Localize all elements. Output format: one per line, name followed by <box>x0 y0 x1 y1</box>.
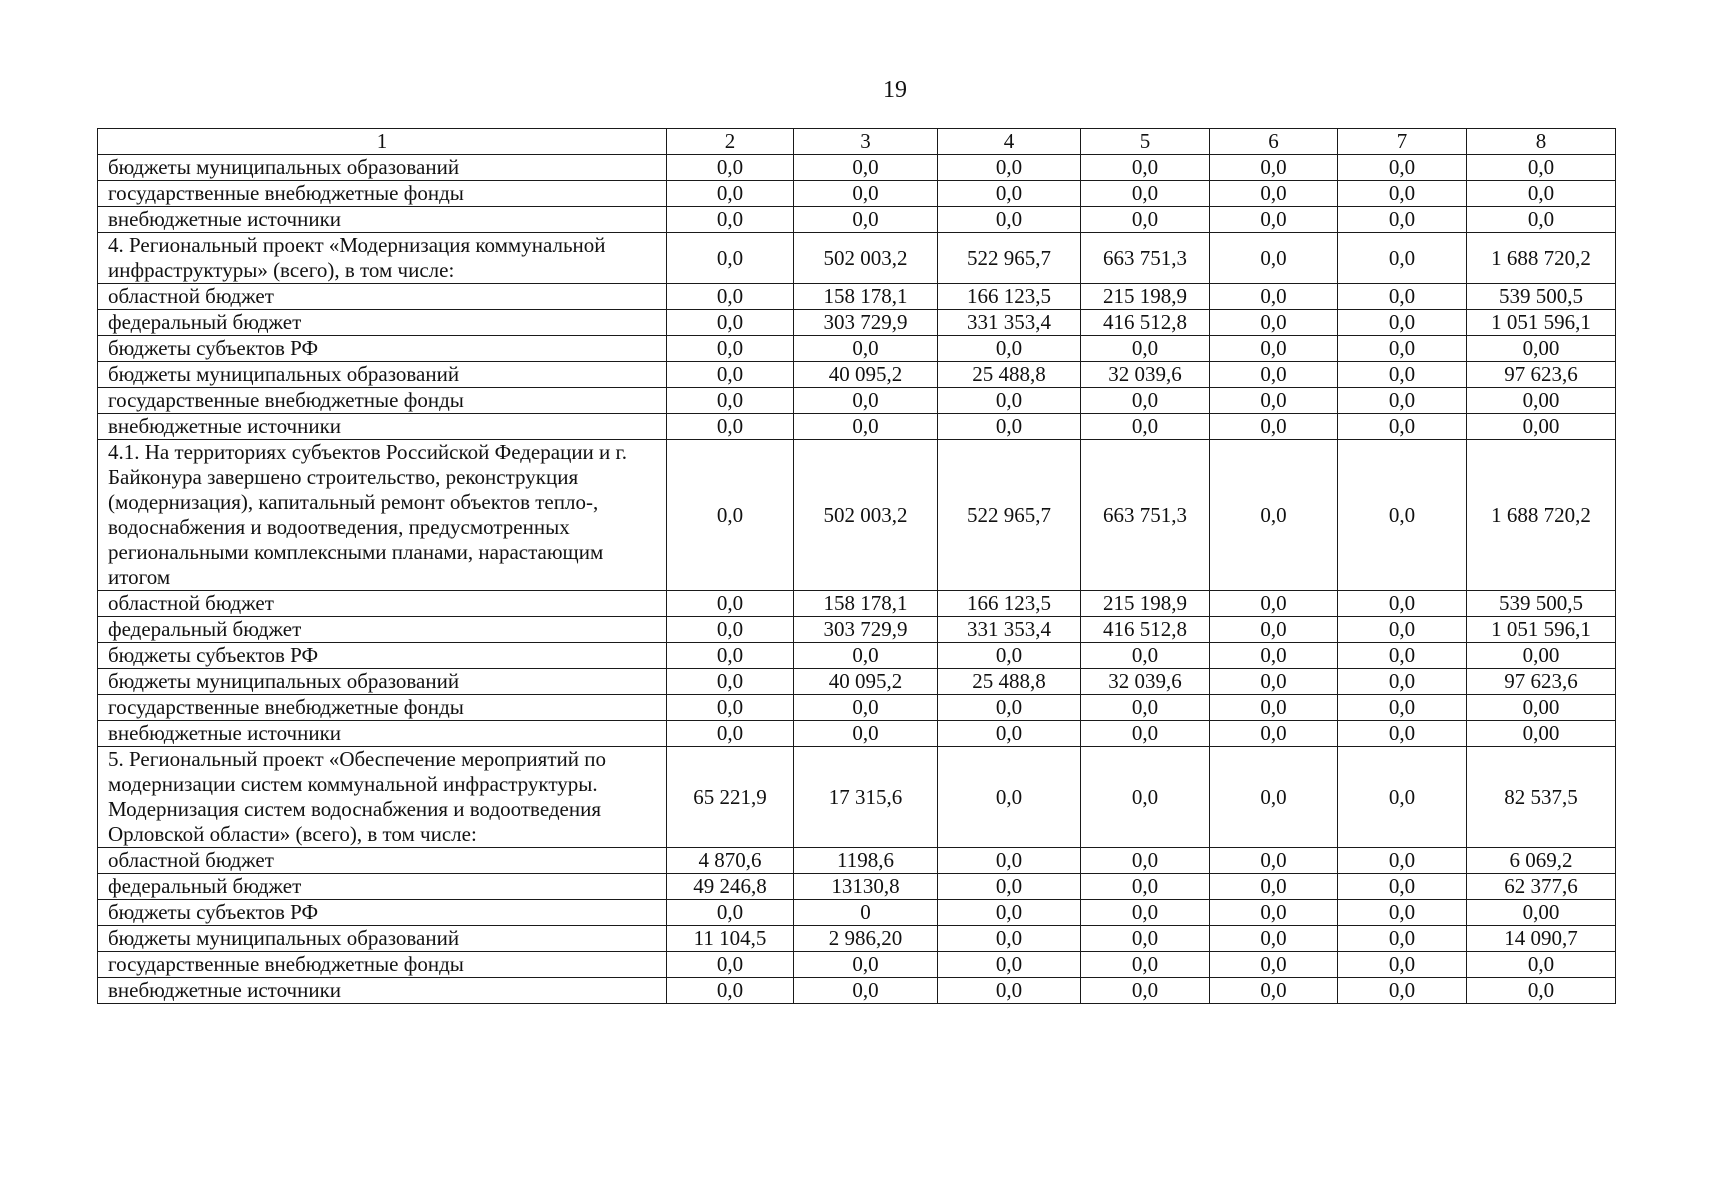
value-cell: 32 039,6 <box>1081 362 1210 388</box>
value-cell: 0,0 <box>794 978 938 1004</box>
row-label: бюджеты субъектов РФ <box>98 643 667 669</box>
value-cell: 0,0 <box>667 440 794 591</box>
value-cell: 1 051 596,1 <box>1467 617 1616 643</box>
value-cell: 215 198,9 <box>1081 284 1210 310</box>
row-label: бюджеты субъектов РФ <box>98 336 667 362</box>
value-cell: 0,0 <box>938 874 1081 900</box>
row-label: областной бюджет <box>98 591 667 617</box>
value-cell: 1 688 720,2 <box>1467 440 1616 591</box>
value-cell: 0,0 <box>1338 874 1467 900</box>
table-row <box>98 181 1616 207</box>
value-cell: 40 095,2 <box>794 669 938 695</box>
table-row <box>98 284 1616 310</box>
value-cell: 0,0 <box>1210 591 1338 617</box>
value-cell: 303 729,9 <box>794 617 938 643</box>
value-cell: 0,0 <box>1210 926 1338 952</box>
value-cell: 6 069,2 <box>1467 848 1616 874</box>
row-label: федеральный бюджет <box>98 617 667 643</box>
value-cell: 0,0 <box>938 414 1081 440</box>
value-cell: 0,0 <box>667 617 794 643</box>
value-cell: 0,0 <box>1338 414 1467 440</box>
value-cell: 0,0 <box>1338 284 1467 310</box>
value-cell: 0,0 <box>1081 336 1210 362</box>
value-cell: 166 123,5 <box>938 284 1081 310</box>
value-cell: 0,0 <box>667 207 794 233</box>
value-cell: 0,0 <box>1338 952 1467 978</box>
value-cell: 0,0 <box>938 643 1081 669</box>
value-cell: 0,0 <box>1081 848 1210 874</box>
value-cell: 0,00 <box>1467 721 1616 747</box>
value-cell: 0,0 <box>1081 874 1210 900</box>
value-cell: 663 751,3 <box>1081 233 1210 284</box>
value-cell: 0,00 <box>1467 388 1616 414</box>
value-cell: 0,0 <box>667 721 794 747</box>
value-cell: 62 377,6 <box>1467 874 1616 900</box>
value-cell: 0,0 <box>1338 388 1467 414</box>
value-cell: 502 003,2 <box>794 233 938 284</box>
value-cell: 1 688 720,2 <box>1467 233 1616 284</box>
value-cell: 663 751,3 <box>1081 440 1210 591</box>
row-label: внебюджетные источники <box>98 414 667 440</box>
table-row <box>98 952 1616 978</box>
value-cell: 0,0 <box>667 388 794 414</box>
value-cell: 1 051 596,1 <box>1467 310 1616 336</box>
value-cell: 0,0 <box>1210 207 1338 233</box>
value-cell: 0,0 <box>1338 643 1467 669</box>
table-row <box>98 848 1616 874</box>
column-number-header: 6 <box>1210 129 1338 155</box>
value-cell: 0,0 <box>1467 952 1616 978</box>
value-cell: 0,0 <box>667 978 794 1004</box>
column-number-header: 7 <box>1338 129 1467 155</box>
table-row <box>98 388 1616 414</box>
table-row <box>98 336 1616 362</box>
value-cell: 0,0 <box>667 336 794 362</box>
value-cell: 0,0 <box>794 388 938 414</box>
value-cell: 0,0 <box>667 695 794 721</box>
value-cell: 65 221,9 <box>667 747 794 848</box>
value-cell: 0,0 <box>1210 669 1338 695</box>
value-cell: 0,00 <box>1467 336 1616 362</box>
value-cell: 2 986,20 <box>794 926 938 952</box>
value-cell: 0,0 <box>1338 155 1467 181</box>
value-cell: 0,0 <box>1338 747 1467 848</box>
column-number-header: 8 <box>1467 129 1616 155</box>
table-row <box>98 900 1616 926</box>
value-cell: 0,0 <box>1210 440 1338 591</box>
row-label: бюджеты муниципальных образований <box>98 926 667 952</box>
value-cell: 0,0 <box>938 695 1081 721</box>
value-cell: 0,0 <box>1210 284 1338 310</box>
table-row <box>98 617 1616 643</box>
value-cell: 0,0 <box>1081 952 1210 978</box>
value-cell: 0,0 <box>1210 848 1338 874</box>
value-cell: 0,0 <box>1081 747 1210 848</box>
value-cell: 0,0 <box>1081 414 1210 440</box>
table-row <box>98 695 1616 721</box>
table-row <box>98 669 1616 695</box>
value-cell: 0,0 <box>794 414 938 440</box>
table-row <box>98 591 1616 617</box>
value-cell: 0,0 <box>1210 643 1338 669</box>
value-cell: 0,0 <box>1338 926 1467 952</box>
row-label: бюджеты муниципальных образований <box>98 362 667 388</box>
value-cell: 0,0 <box>1338 669 1467 695</box>
budget-table <box>97 128 1616 1004</box>
value-cell: 0,0 <box>1210 155 1338 181</box>
value-cell: 0,0 <box>1338 336 1467 362</box>
value-cell: 0,00 <box>1467 414 1616 440</box>
value-cell: 0,0 <box>938 900 1081 926</box>
column-number-header: 4 <box>938 129 1081 155</box>
value-cell: 0,0 <box>1467 155 1616 181</box>
table-row <box>98 643 1616 669</box>
value-cell: 0,0 <box>1338 591 1467 617</box>
page-number: 19 <box>883 77 907 103</box>
row-label: федеральный бюджет <box>98 874 667 900</box>
value-cell: 539 500,5 <box>1467 284 1616 310</box>
value-cell: 0,0 <box>938 336 1081 362</box>
column-number-header: 3 <box>794 129 938 155</box>
value-cell: 0,0 <box>1081 721 1210 747</box>
value-cell: 0,0 <box>794 336 938 362</box>
row-label: внебюджетные источники <box>98 207 667 233</box>
value-cell: 0,0 <box>1338 233 1467 284</box>
value-cell: 0,0 <box>1081 155 1210 181</box>
value-cell: 0,0 <box>667 233 794 284</box>
row-label: областной бюджет <box>98 284 667 310</box>
value-cell: 0,00 <box>1467 695 1616 721</box>
value-cell: 0,0 <box>667 310 794 336</box>
table-row <box>98 362 1616 388</box>
table-body <box>98 155 1616 1004</box>
value-cell: 0,0 <box>1210 721 1338 747</box>
value-cell: 82 537,5 <box>1467 747 1616 848</box>
row-label: государственные внебюджетные фонды <box>98 695 667 721</box>
column-number-header: 2 <box>667 129 794 155</box>
value-cell: 0,0 <box>1338 848 1467 874</box>
value-cell: 215 198,9 <box>1081 591 1210 617</box>
value-cell: 0,0 <box>938 952 1081 978</box>
value-cell: 0,0 <box>1467 207 1616 233</box>
value-cell: 0,0 <box>794 952 938 978</box>
value-cell: 25 488,8 <box>938 362 1081 388</box>
value-cell: 14 090,7 <box>1467 926 1616 952</box>
value-cell: 0,00 <box>1467 900 1616 926</box>
value-cell: 11 104,5 <box>667 926 794 952</box>
value-cell: 522 965,7 <box>938 440 1081 591</box>
value-cell: 0,0 <box>667 643 794 669</box>
value-cell: 1198,6 <box>794 848 938 874</box>
value-cell: 0,0 <box>1338 310 1467 336</box>
row-label: внебюджетные источники <box>98 721 667 747</box>
value-cell: 0,0 <box>1210 414 1338 440</box>
value-cell: 4 870,6 <box>667 848 794 874</box>
value-cell: 0,0 <box>1081 388 1210 414</box>
value-cell: 0,0 <box>938 181 1081 207</box>
value-cell: 0,0 <box>667 284 794 310</box>
value-cell: 0,0 <box>1210 233 1338 284</box>
value-cell: 0,0 <box>938 848 1081 874</box>
value-cell: 0,0 <box>1338 362 1467 388</box>
row-label: 5. Региональный проект «Обеспечение мероприятий по модернизации систем коммунальной инфраструктуры. Модернизация систем водоснабжения и водоотведения Орловской области» (всего), в том числе: <box>98 747 667 848</box>
value-cell: 25 488,8 <box>938 669 1081 695</box>
value-cell: 0,0 <box>938 388 1081 414</box>
value-cell: 0,0 <box>1210 978 1338 1004</box>
value-cell: 0,0 <box>938 155 1081 181</box>
value-cell: 0,0 <box>1210 952 1338 978</box>
value-cell: 0,0 <box>1467 978 1616 1004</box>
table-row <box>98 721 1616 747</box>
value-cell: 0,0 <box>794 155 938 181</box>
value-cell: 0,0 <box>1210 310 1338 336</box>
row-label: бюджеты субъектов РФ <box>98 900 667 926</box>
value-cell: 17 315,6 <box>794 747 938 848</box>
value-cell: 0,0 <box>1338 978 1467 1004</box>
value-cell: 158 178,1 <box>794 284 938 310</box>
value-cell: 0,0 <box>1210 362 1338 388</box>
value-cell: 0,0 <box>938 207 1081 233</box>
value-cell: 0,0 <box>1210 874 1338 900</box>
value-cell: 0,0 <box>1210 388 1338 414</box>
row-label: 4. Региональный проект «Модернизация коммунальной инфраструктуры» (всего), в том числе: <box>98 233 667 284</box>
value-cell: 0,0 <box>938 978 1081 1004</box>
value-cell: 0,0 <box>1338 721 1467 747</box>
value-cell: 303 729,9 <box>794 310 938 336</box>
value-cell: 0,0 <box>794 181 938 207</box>
value-cell: 0,0 <box>794 721 938 747</box>
value-cell: 166 123,5 <box>938 591 1081 617</box>
value-cell: 0,0 <box>667 414 794 440</box>
value-cell: 0,0 <box>1210 900 1338 926</box>
value-cell: 0,0 <box>1081 900 1210 926</box>
value-cell: 97 623,6 <box>1467 669 1616 695</box>
value-cell: 0,0 <box>1210 695 1338 721</box>
value-cell: 49 246,8 <box>667 874 794 900</box>
value-cell: 0,0 <box>667 362 794 388</box>
value-cell: 0,00 <box>1467 643 1616 669</box>
value-cell: 0,0 <box>667 591 794 617</box>
row-label: государственные внебюджетные фонды <box>98 388 667 414</box>
table-row <box>98 926 1616 952</box>
value-cell: 0,0 <box>667 900 794 926</box>
row-label: государственные внебюджетные фонды <box>98 181 667 207</box>
table-row <box>98 440 1616 591</box>
value-cell: 0,0 <box>938 721 1081 747</box>
value-cell: 0,0 <box>1338 695 1467 721</box>
value-cell: 158 178,1 <box>794 591 938 617</box>
value-cell: 0,0 <box>1081 207 1210 233</box>
row-label: бюджеты муниципальных образований <box>98 669 667 695</box>
value-cell: 32 039,6 <box>1081 669 1210 695</box>
table-row <box>98 207 1616 233</box>
value-cell: 40 095,2 <box>794 362 938 388</box>
value-cell: 0,0 <box>1338 181 1467 207</box>
column-number-row <box>98 129 1616 155</box>
value-cell: 331 353,4 <box>938 617 1081 643</box>
value-cell: 0,0 <box>667 181 794 207</box>
value-cell: 0,0 <box>1081 643 1210 669</box>
value-cell: 522 965,7 <box>938 233 1081 284</box>
row-label: бюджеты муниципальных образований <box>98 155 667 181</box>
value-cell: 0,0 <box>1338 617 1467 643</box>
table-row <box>98 310 1616 336</box>
value-cell: 0,0 <box>794 207 938 233</box>
value-cell: 0,0 <box>794 695 938 721</box>
value-cell: 0,0 <box>1210 181 1338 207</box>
value-cell: 0,0 <box>1081 695 1210 721</box>
value-cell: 0,0 <box>938 747 1081 848</box>
value-cell: 0,0 <box>1210 747 1338 848</box>
value-cell: 416 512,8 <box>1081 617 1210 643</box>
row-label: государственные внебюджетные фонды <box>98 952 667 978</box>
value-cell: 0,0 <box>1210 336 1338 362</box>
value-cell: 0,0 <box>794 643 938 669</box>
value-cell: 0,0 <box>667 669 794 695</box>
table-row <box>98 747 1616 848</box>
column-number-header: 5 <box>1081 129 1210 155</box>
value-cell: 502 003,2 <box>794 440 938 591</box>
value-cell: 0,0 <box>1338 207 1467 233</box>
row-label: внебюджетные источники <box>98 978 667 1004</box>
value-cell: 0,0 <box>1210 617 1338 643</box>
value-cell: 0,0 <box>1338 900 1467 926</box>
value-cell: 97 623,6 <box>1467 362 1616 388</box>
column-number-header: 1 <box>98 129 667 155</box>
value-cell: 0,0 <box>1081 926 1210 952</box>
value-cell: 416 512,8 <box>1081 310 1210 336</box>
table-row <box>98 155 1616 181</box>
value-cell: 0,0 <box>938 926 1081 952</box>
value-cell: 0,0 <box>1467 181 1616 207</box>
value-cell: 0,0 <box>1081 181 1210 207</box>
table-row <box>98 874 1616 900</box>
table-row <box>98 978 1616 1004</box>
value-cell: 0,0 <box>667 155 794 181</box>
table-row <box>98 233 1616 284</box>
row-label: областной бюджет <box>98 848 667 874</box>
table-row <box>98 414 1616 440</box>
value-cell: 0,0 <box>1338 440 1467 591</box>
value-cell: 13130,8 <box>794 874 938 900</box>
value-cell: 0 <box>794 900 938 926</box>
row-label: 4.1. На территориях субъектов Российской Федерации и г. Байконура завершено строительство, реконструкция (модернизация), капитальный ремонт объектов тепло-, водоснабжения и водоотведения, предусмотренных региональными комплексными планами, нарастающим итогом <box>98 440 667 591</box>
row-label: федеральный бюджет <box>98 310 667 336</box>
value-cell: 0,0 <box>667 952 794 978</box>
value-cell: 331 353,4 <box>938 310 1081 336</box>
value-cell: 539 500,5 <box>1467 591 1616 617</box>
value-cell: 0,0 <box>1081 978 1210 1004</box>
